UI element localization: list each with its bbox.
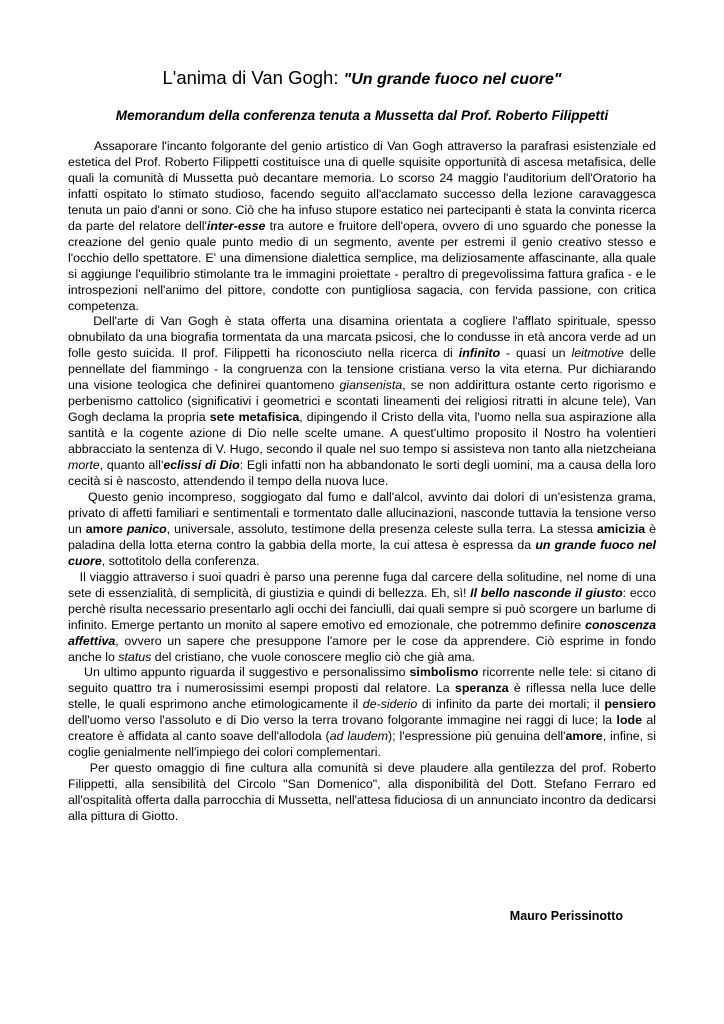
text-run: amicizia bbox=[596, 521, 646, 536]
paragraph bbox=[68, 314, 656, 489]
text-run: giansenista bbox=[339, 378, 403, 393]
text-run: di infinito da parte dei mortali; il bbox=[417, 697, 605, 712]
text-run: Un ultimo appunto riguarda il suggestivo e personalissimo bbox=[68, 665, 410, 680]
text-run: : Egli infatti non ha abbandonato le sorti degli uomini, ma a causa della loro cecità si è nascosto, attendendo il tempo della nuova luce. bbox=[68, 458, 657, 489]
author-signature: Mauro Perissinotto bbox=[509, 909, 623, 923]
text-run: conoscenza affettiva bbox=[68, 617, 656, 648]
text-run: Dell'arte di Van Gogh è stata offerta una disamina orientata a cogliere l'afflato spirituale, spesso obnubilato da una biografia tormentata da una marcata psicosi, che lo condusse in età ancora verde ad un folle gesto suicida. Il prof. Filippetti ha riconosciuto nella ricerca di bbox=[68, 314, 656, 361]
text-run: dell'uomo verso l'assoluto e di Dio verso la terra trovano folgorante immagine nei raggi di luce; la bbox=[68, 713, 617, 728]
text-run: , universale, assoluto, testimone della presenza celeste sulla terra. La stessa bbox=[166, 521, 597, 536]
text-run: al creatore è affidata al canto soave dell'allodola ( bbox=[68, 713, 656, 744]
text-run: Il bello nasconde il giusto bbox=[470, 585, 623, 600]
text-run: : ecco perchè risulta necessario presentarlo agli occhi dei fanciulli, dai quali sempre si può scorgere un barlume di infinito. Emerge pertanto un monito al sapere emotivo ed emozionale, che potremmo definire bbox=[68, 585, 656, 632]
paragraph bbox=[68, 665, 656, 761]
text-run: , se non addirittura ostante certo rigorismo e perbenismo cattolico (significativi i geometrici e scontati lineamenti dei religiosi ritratti in alcune tele), Van Gogh declama la propria bbox=[68, 378, 656, 425]
text-run: morte bbox=[68, 458, 100, 473]
text-run: status bbox=[118, 649, 152, 664]
text-run: sete metafisica bbox=[209, 410, 300, 425]
text-run: infinito bbox=[458, 346, 501, 361]
text-run: lode bbox=[616, 713, 642, 728]
paragraph bbox=[68, 761, 656, 825]
text-run: è paladina della lotta eterna contro la gabbia della morte, la cui attesa è espressa da bbox=[68, 521, 656, 552]
title-main: L'anima di Van Gogh: bbox=[162, 67, 344, 88]
paragraph bbox=[68, 490, 656, 570]
text-run: , quanto all' bbox=[99, 458, 164, 473]
text-run: de-siderio bbox=[362, 697, 418, 712]
text-run: Questo genio incompreso, soggiogato dal fumo e dall'alcol, avvinto dai dolori di un'esistenza grama, privato di affetti familiari e sentimentali e tormentato dalle allucinazioni, nasconde tuttavia la tensione verso un bbox=[68, 489, 656, 536]
text-run: eclissi di Dio bbox=[163, 458, 240, 473]
text-run: delle pennellate del fiammingo - la congruenza con la tensione cristiana verso la vita eterna. Pur dichiarando una visione teologica che definirei quantomeno bbox=[68, 346, 656, 393]
text-run: , sottotitolo della conferenza. bbox=[101, 553, 260, 568]
text-run: un grande fuoco nel cuore bbox=[68, 537, 656, 568]
page-title bbox=[0, 67, 724, 89]
text-run: ); l'espressione più genuina dell' bbox=[388, 729, 566, 744]
text-run: , infine, si coglie genialmente nell'impiego dei colori complementari. bbox=[68, 729, 656, 760]
text-run: - quasi un bbox=[500, 346, 572, 361]
text-run: è riflessa nella luce delle stelle, le quali esprimono anche etimologicamente il bbox=[68, 681, 656, 712]
text-run: amore bbox=[565, 729, 603, 744]
text-run: Assaporare l'incanto folgorante del genio artistico di Van Gogh attraverso la parafrasi esistenziale ed estetica del Prof. Roberto Filippetti costituisce una di quelle squisite opportunità di ascesa metafisica, delle quali la comunità di Mussetta può decantare memoria. Lo scorso 24 maggio l'auditorium dell'Oratorio ha infatti ospitato lo stimato studioso, facendo seguito all'acclamato successo della lezione caravaggesca tenuta un paio d'anni or sono. Ciò che ha infuso stupore estatico nei partecipanti è stata la convinta ricerca da parte del relatore dell' bbox=[68, 139, 656, 233]
text-run: panico bbox=[126, 521, 167, 536]
page-subtitle: Memorandum della conferenza tenuta a Mussetta dal Prof. Roberto Filippetti bbox=[115, 108, 609, 123]
text-run: , dipingendo il Cristo della vita, l'uomo nella sua aspirazione alla santità e la cogente azione di Dio nelle scelte umane. A quest'ultimo proposito il Nostro ha volentieri abbracciato la sentenza di V. Hugo, secondo il quale nel suo tempo si assisteva non tanto alla nietzcheiana bbox=[68, 410, 656, 457]
paragraph bbox=[68, 139, 656, 314]
text-run: del cristiano, che vuole conoscere meglio ciò che già ama. bbox=[151, 649, 476, 664]
text-run: ricorrente nelle tele: si citano di seguito quattro tra i numerosissimi esempi proposti dal relatore. La bbox=[68, 665, 656, 696]
title-subtitle-quote: "Un grande fuoco nel cuore" bbox=[343, 71, 562, 88]
text-run: pensiero bbox=[604, 697, 657, 712]
text-run: Per questo omaggio di fine cultura alla comunità si deve plaudere alla gentilezza del prof. Roberto Filippetti, alla sensibilità del Circolo "San Domenico", alla disponibilità del Dott. Stefano Ferraro ed all'ospitalità offerta dalla parrocchia di Mussetta, nell'attesa fiduciosa di un annunciato incontro da dedicarsi alla pittura di Giotto. bbox=[68, 761, 656, 824]
text-run: Il viaggio attraverso i suoi quadri è parso una perenne fuga dal carcere della solitudine, nel nome di una sete di essenzialità, di semplicità, di giustizia e quindi di bellezza. Eh, sì! bbox=[68, 569, 656, 600]
article-body bbox=[68, 139, 656, 825]
text-run: ad laudem bbox=[329, 729, 389, 744]
text-run: simbolismo bbox=[409, 665, 479, 680]
text-run: leitmotive bbox=[571, 346, 624, 361]
text-run: amore bbox=[85, 521, 127, 536]
text-run: inter-esse bbox=[206, 218, 266, 233]
paragraph bbox=[68, 570, 656, 666]
text-run: , ovvero un sapere che presuppone l'amore per le cose da apprendere. Ciò esprime in fondo anche lo bbox=[68, 633, 656, 664]
text-run: tra autore e fruitore dell'opera, ovvero di uno sguardo che ponesse la creazione del genio quale punto medio di un segmento, avente per estremi il genio creativo stesso e l'occhio dello spettatore. E' una dimensione dialettica semplice, ma deliziosamente affascinante, alla quale si aggiunge l'equilibrio stimolante tra le immagini proiettate - peraltro di pregevolissima fattura grafica - e le introspezioni nell'animo del pittore, condotte con puntigliosa sagacia, con fervida passione, con critica competenza. bbox=[68, 218, 656, 313]
text-run: speranza bbox=[454, 681, 509, 696]
